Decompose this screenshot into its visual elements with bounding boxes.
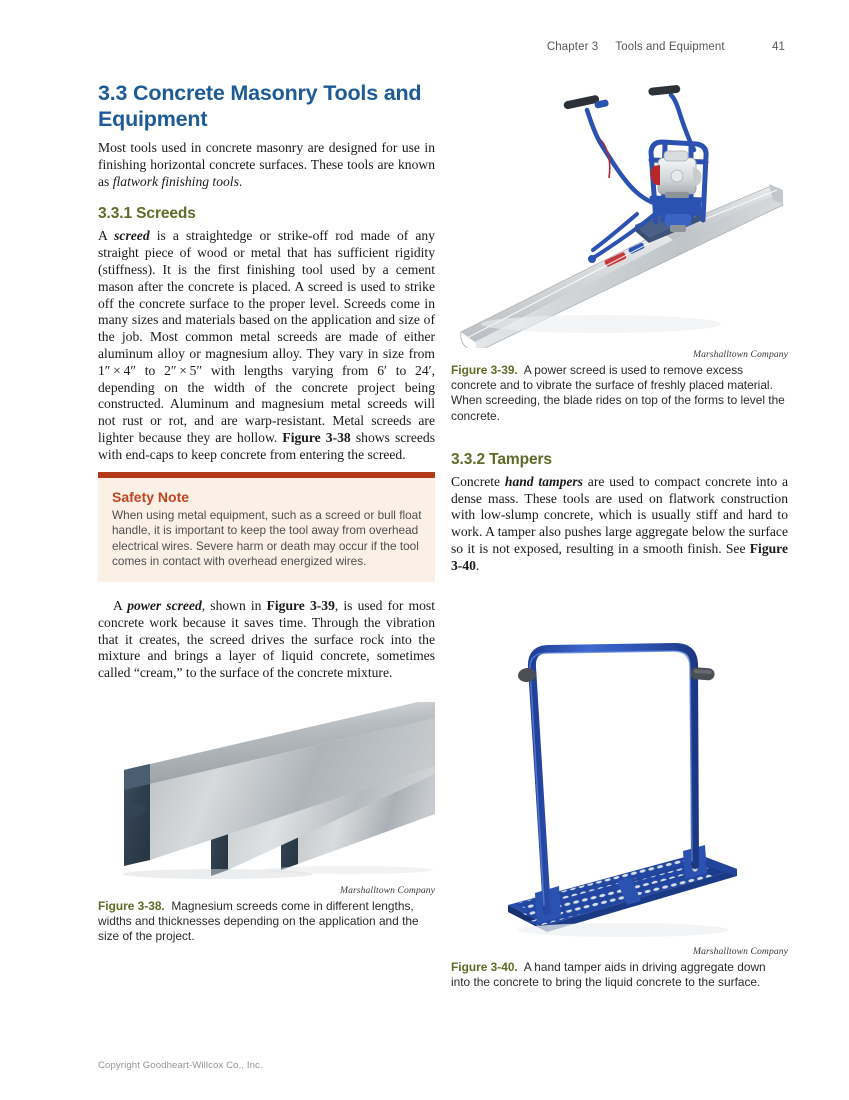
figure-3-39-label: Figure 3-39. <box>451 363 518 377</box>
figure-3-38-caption <box>98 899 435 945</box>
screeds-text-b: is a straightedge or strike-off rod made of any straight piece of wood or metal that has sufficient rigidity (stiffness). It is the first finishing tool used by a cement mason after the concrete is placed. A screed is used to strike off the concrete surface to the proper level. Screeds come in many sizes and materials based on the application and size of the job. Most common metal screeds are made of either aluminum alloy or magnesium alloy. They vary in size from 1″ × 4″ to 2″ × 5″ with lengths varying from 6′ to 24′, depending on the width of the concrete project being constructed. Aluminum and magnesium metal screeds will not rust or rot, and are warp-resistant. Metal screeds are lighter because they are hollow. <box>98 228 435 445</box>
figure-3-39-credit: Marshalltown Company <box>692 349 788 360</box>
power-screed-illustration <box>451 80 788 348</box>
right-column <box>451 80 788 990</box>
screeds-term: screed <box>114 228 150 244</box>
power-screed-text-b: , shown in <box>201 597 267 613</box>
running-head-chapter: Chapter 3 <box>546 41 599 53</box>
magnesium-screeds-image <box>98 702 435 884</box>
figure-3-38-caption-text: Magnesium screeds come in different lengths, widths and thicknesses depending on the application and the size of the project. <box>98 898 419 944</box>
figure-3-40-caption-text: A hand tamper aids in driving aggregate down into the concrete to bring the liquid concrete to the surface. <box>451 959 766 989</box>
safety-note-box <box>98 478 435 582</box>
hand-tamper-illustration <box>451 605 788 945</box>
running-head-title: Tools and Equipment <box>615 41 725 53</box>
power-screed-paragraph <box>98 598 435 682</box>
screeds-text-c: shows screeds with end-caps to keep concrete from entering the screed. <box>98 429 435 462</box>
figure-3-38-credit: Marshalltown Company <box>339 884 435 896</box>
screeds-paragraph <box>98 228 435 463</box>
left-column <box>98 80 435 945</box>
tampers-text-b: are used to compact concrete into a dense mass. These tools are used on flatwork construction with low-slump concrete, which is usually stiff and hard to work. A tamper also pushes large aggregate below the surface so it is not exposed, resulting in a smooth finish. See <box>451 473 789 556</box>
tampers-figure-reference: Figure 3-40 <box>451 541 788 573</box>
hand-tamper-image <box>451 605 788 945</box>
power-screed-text-c: , is used for most concrete work because it saves time. Through the vibration that it creates, the screed drives the surface rock into the mixture and brings a layer of liquid concrete, sometimes called “cream,” to the surface of the concrete mixture. <box>98 597 435 681</box>
page-number: 41 <box>772 41 785 53</box>
figure-3-40-caption <box>451 960 788 990</box>
power-screed-text-a: A <box>113 597 128 613</box>
power-screed-figure-reference: Figure 3-39 <box>266 597 335 613</box>
power-screed-image <box>451 80 788 348</box>
subsection-heading-3-3-1: 3.3.1 Screeds <box>98 205 196 223</box>
copyright-notice: Copyright Goodheart-Willcox Co., Inc. <box>98 1060 263 1071</box>
figure-3-40-label: Figure 3-40. <box>451 959 518 974</box>
running-head <box>547 41 785 53</box>
tampers-text-a: Concrete <box>451 473 505 489</box>
figure-3-38-label: Figure 3-38. <box>98 898 165 913</box>
figure-3-40-credit: Marshalltown Company <box>692 945 788 957</box>
tampers-text-c: . <box>475 557 480 573</box>
page-content <box>98 80 788 1080</box>
subsection-heading-3-3-2: 3.3.2 Tampers <box>451 450 552 468</box>
section-heading-3-3: 3.3 Concrete Masonry Tools and Equipment <box>98 81 422 131</box>
safety-note-body: When using metal equipment, such as a screed or bull float handle, it is important to keep the tool away from overhead electrical wires. Severe harm or death may occur if the tool comes in contact with overhead energized wires. <box>112 507 422 569</box>
figure-3-38 <box>98 702 435 945</box>
intro-term-flatwork: flatwork finishing tools <box>112 173 239 189</box>
figure-3-39-caption <box>451 363 788 424</box>
intro-paragraph <box>98 140 435 190</box>
intro-text-a: Most tools used in concrete masonry are designed for use in finishing horizontal concrete surfaces. These tools are known as <box>98 140 435 189</box>
power-screed-term: power screed <box>127 597 202 613</box>
screeds-figure-reference: Figure 3-38 <box>282 429 351 445</box>
intro-text-b: . <box>238 173 243 189</box>
tampers-term: hand tampers <box>504 473 583 489</box>
figure-3-39-caption-text: A power screed is used to remove excess concrete and to vibrate the surface of freshly placed material. When screeding, the blade rides on top of the forms to level the concrete. <box>451 363 785 423</box>
tampers-paragraph <box>451 474 788 575</box>
stand-foot <box>588 255 596 263</box>
screeds-text-a: A <box>98 228 115 244</box>
figure-3-39 <box>451 80 788 424</box>
figure-3-40 <box>451 605 788 990</box>
magnesium-screeds-illustration <box>98 702 435 884</box>
safety-note-title: Safety Note <box>112 488 190 505</box>
